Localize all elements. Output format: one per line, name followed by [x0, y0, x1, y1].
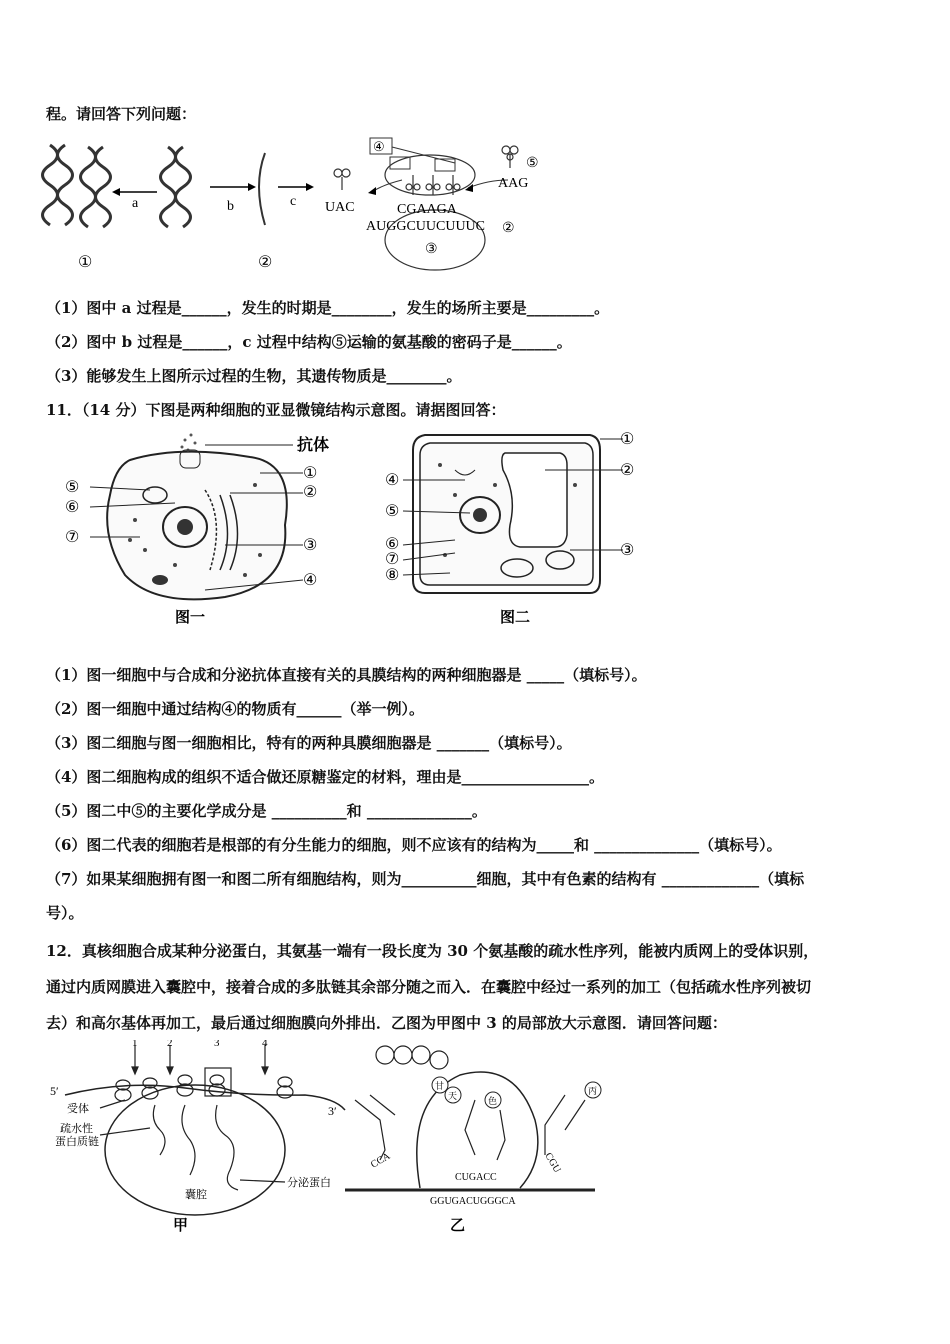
figure-12-diagram — [45, 1040, 605, 1240]
fig1-circ-3: ③ — [303, 537, 318, 554]
svg-text:天: 天 — [448, 1091, 458, 1101]
animal-cell-membrane — [107, 452, 287, 600]
mrna-sequence: AUGGCUUCUUUC — [366, 219, 486, 234]
q11-line-7: （7）如果某细胞拥有图一和图二所有细胞结构，则为__________细胞，其中有色素的结构有 _____________（填标 — [46, 870, 805, 888]
label-hydro-1: 疏水性 — [60, 1123, 93, 1135]
dna-helix-1 — [43, 145, 73, 225]
q11-line-4: （4）图二细胞构成的组织不适合做还原糖鉴定的材料，理由是_________________。 — [46, 768, 604, 786]
label-c: c — [290, 194, 297, 209]
q11-line-6: （6）图二代表的细胞若是根部的有分生能力的细胞，则不应该有的结构为_____和 ______________（填标号）。 — [46, 836, 782, 854]
circ-2: ② — [258, 254, 273, 271]
caption-yi: 乙 — [450, 1218, 466, 1234]
q10-line-3: （3）能够发生上图所示过程的生物，其遗传物质是________。 — [46, 367, 462, 385]
trna-5-icon — [502, 146, 518, 168]
q11-line-2: （2）图一细胞中通过结构④的物质有______（举一例）。 — [46, 700, 424, 718]
label-hydro-2: 蛋白质链 — [55, 1136, 99, 1148]
anticodon-aag: AAG — [498, 176, 529, 191]
fig2-circ-3: ③ — [620, 542, 635, 559]
caption-jia: 甲 — [173, 1218, 189, 1234]
fig2-circ-6: ⑥ — [385, 536, 400, 553]
num-3: 3 — [214, 1040, 220, 1049]
svg-text:丙: 丙 — [588, 1086, 598, 1096]
label-b: b — [227, 199, 234, 214]
q11-line-3: （3）图二细胞与图一细胞相比，特有的两种具膜细胞器是 _______（填标号）。 — [46, 734, 572, 752]
fig1-circ-7: ⑦ — [65, 529, 80, 546]
num-4: 4 — [262, 1040, 268, 1049]
dna-helix-2 — [81, 147, 111, 227]
codon-cgaaga: CGAAGA — [397, 202, 457, 217]
circ-4: ④ — [373, 139, 385, 154]
trna-icon — [334, 169, 350, 190]
fig2-circ-2: ② — [620, 462, 635, 479]
anticodon-cca: CCA — [369, 1150, 393, 1171]
fig2-circ-8: ⑧ — [385, 567, 400, 584]
fig2-circ-5: ⑤ — [385, 503, 400, 520]
label-receptor: 受体 — [67, 1103, 89, 1115]
dna-helix-3 — [161, 147, 191, 227]
fig1-circ-1: ① — [303, 465, 318, 482]
fig2-circ-1: ① — [620, 431, 635, 448]
fig1-circ-6: ⑥ — [65, 499, 80, 516]
anticodon-cugacc: CUGACC — [455, 1172, 497, 1183]
q11-line-5: （5）图二中⑤的主要化学成分是 __________和 ______________。 — [46, 802, 487, 820]
circ-3: ③ — [425, 242, 438, 257]
anticodon-uac: UAC — [325, 200, 355, 215]
fig1-circ-4: ④ — [303, 572, 318, 589]
mrna-seq-yi: GGUGACUGGGCA — [430, 1196, 516, 1207]
label-3prime: 3′ — [328, 1104, 337, 1118]
q11-line-8: 号）。 — [46, 904, 84, 922]
q11-line-1: （1）图一细胞中与合成和分泌抗体直接有关的具膜结构的两种细胞器是 _____（填标号）。 — [46, 666, 647, 684]
q12-line-3: 去）和高尔基体再加工，最后通过细胞膜向外排出．乙图为甲图中 3 的局部放大示意图．请回答问题： — [46, 1014, 727, 1032]
anticodon-cgu: CGU — [542, 1151, 563, 1175]
figure-10-diagram — [40, 135, 540, 275]
antibody-vesicle — [181, 434, 197, 452]
fig1-circ-5: ⑤ — [65, 479, 80, 496]
circ-1: ① — [78, 254, 93, 271]
label-a: a — [132, 196, 139, 211]
q10-line-2: （2）图中 b 过程是______，c 过程中结构⑤运输的氨基酸的密码子是______。 — [46, 333, 572, 351]
q10-line-1: （1）图中 a 过程是______，发生的时期是________，发生的场所主要是_________。 — [46, 299, 610, 317]
label-lumen: 囊腔 — [185, 1189, 207, 1201]
label-5prime: 5′ — [50, 1084, 59, 1098]
q11-title: 11．（14 分）下图是两种细胞的亚显微镜结构示意图。请据图回答： — [46, 401, 506, 419]
q12-line-2: 通过内质网膜进入囊腔中，接着合成的多肽链其余部分随之而入．在囊腔中经过一系列的加工（包括疏水性序列被切 — [46, 978, 812, 996]
num-1: 1 — [132, 1040, 138, 1049]
q12-line-1: 12．真核细胞合成某种分泌蛋白，其氨基一端有一段长度为 30 个氨基酸的疏水性序列，能被内质网上的受体识别， — [46, 942, 819, 960]
caption-fig1: 图一 — [175, 610, 206, 626]
caption-fig2: 图二 — [500, 610, 531, 626]
fig2-circ-7: ⑦ — [385, 551, 400, 568]
intro-line: 程。请回答下列问题： — [46, 105, 197, 123]
svg-text:色: 色 — [488, 1096, 498, 1106]
label-secreted: 分泌蛋白 — [287, 1177, 331, 1189]
vacuole — [502, 453, 567, 547]
antibody-label: 抗体 — [297, 437, 330, 454]
fig1-circ-2: ② — [303, 484, 318, 501]
figure-11-diagram — [55, 425, 655, 630]
svg-text:甘: 甘 — [435, 1081, 445, 1091]
circ-2b: ② — [502, 221, 515, 236]
fig2-circ-4: ④ — [385, 472, 400, 489]
circ-5: ⑤ — [526, 156, 539, 171]
num-2: 2 — [167, 1040, 173, 1049]
